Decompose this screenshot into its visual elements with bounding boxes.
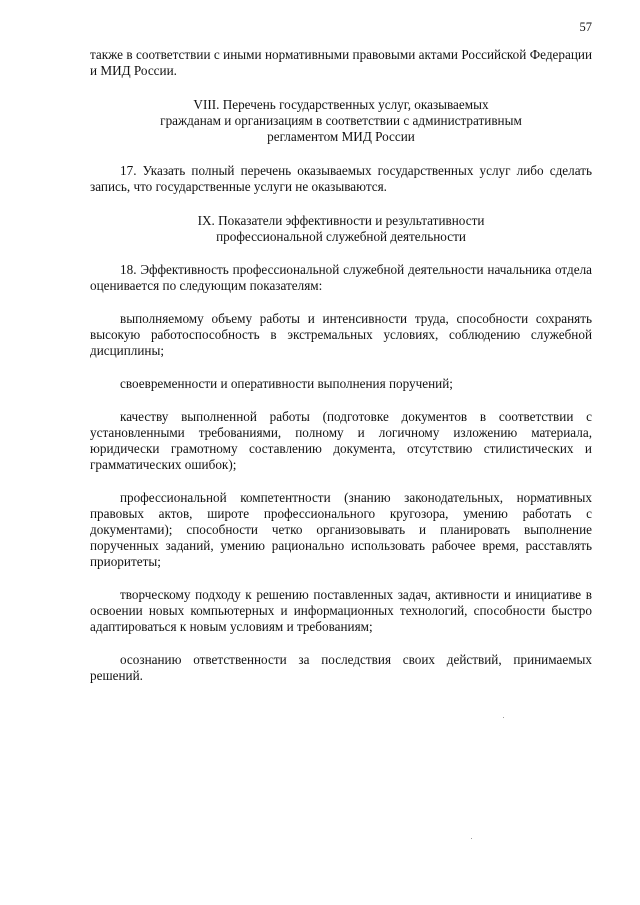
criterion-paragraph: профессиональной компетентности (знанию законодательных, нормативных правовых актов, широте профессионального кругозора, умению работать с документами); способности четко организовывать и планировать выполнение порученных заданий, умению рационально использовать рабочее время, расставлять приоритеты; — [90, 490, 592, 569]
section-8-heading-line: регламентом МИД России — [267, 129, 415, 144]
criterion-paragraph: осознанию ответственности за последствия своих действий, принимаемых решений. — [90, 652, 592, 683]
section-9-heading-line: профессиональной служебной деятельности — [216, 229, 466, 244]
section-9-heading — [90, 213, 592, 245]
criterion-paragraph: выполняемому объему работы и интенсивности труда, способности сохранять высокую работоспособность в экстремальных условиях, соблюдению служебной дисциплины; — [90, 311, 592, 358]
section-8-heading — [90, 97, 592, 145]
intro-paragraph: также в соответствии с иными нормативными правовыми актами Российской Федерации и МИД России. — [90, 47, 592, 78]
section-9-heading-line: IX. Показатели эффективности и результативности — [197, 213, 485, 228]
page-number: 57 — [579, 20, 592, 34]
page-content — [90, 47, 592, 684]
scan-speck — [471, 838, 472, 839]
criterion-paragraph: своевременности и оперативности выполнения поручений; — [120, 376, 453, 391]
scan-speck — [503, 717, 504, 718]
item-18-paragraph: 18. Эффективность профессиональной служебной деятельности начальника отдела оценивается по следующим показателям: — [90, 262, 592, 293]
criterion-paragraph: качеству выполненной работы (подготовке документов в соответствии с установленными требованиями, полному и логичному изложению материала, юридически грамотному составлению документа, отсутствию стилистических и грамматических ошибок); — [90, 409, 592, 472]
criterion-paragraph: творческому подходу к решению поставленных задач, активности и инициативе в освоении новых компьютерных и информационных технологий, способности быстро адаптироваться к новым условиям и требованиям; — [90, 587, 592, 634]
section-8-heading-line: гражданам и организациям в соответствии с административным — [160, 113, 522, 128]
item-17-paragraph: 17. Указать полный перечень оказываемых государственных услуг либо сделать запись, что государственные услуги не оказываются. — [90, 163, 592, 194]
section-8-heading-line: VIII. Перечень государственных услуг, оказываемых — [193, 97, 489, 112]
